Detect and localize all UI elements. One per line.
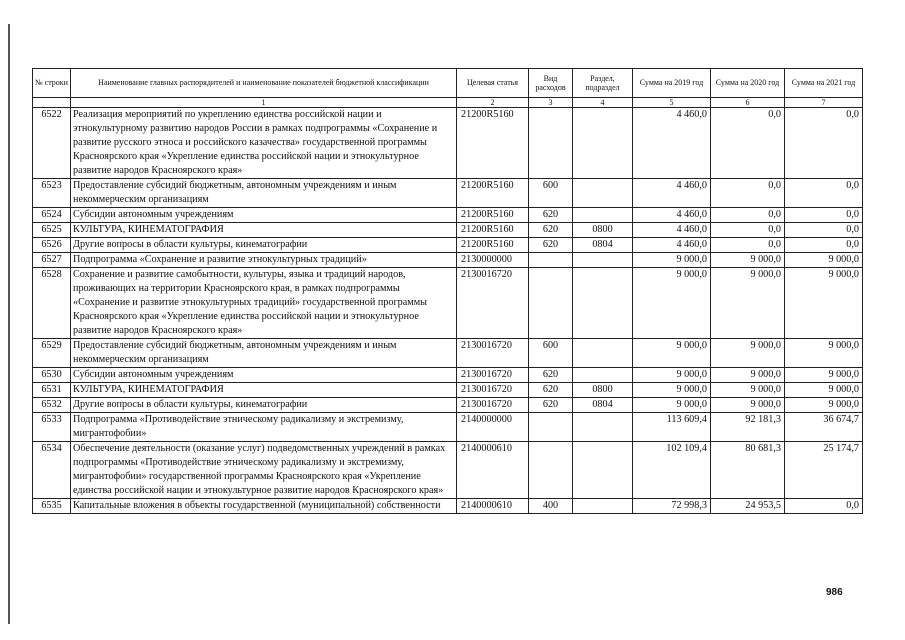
row-number-cell: 6524 [33, 208, 71, 223]
row-expense-type-cell [529, 108, 573, 179]
row-section-cell [573, 208, 633, 223]
row-sum-2019-cell: 4 460,0 [633, 179, 711, 208]
row-sum-2021-cell: 25 174,7 [785, 442, 863, 499]
binding-margin-line [8, 24, 10, 624]
column-index: 4 [573, 98, 633, 108]
header-expense-type: Вид расходов [529, 69, 573, 98]
row-expense-type-cell: 600 [529, 179, 573, 208]
row-name-cell: Предоставление субсидий бюджетным, автономным учреждениям и иным некоммерческим организациям [71, 179, 457, 208]
row-sum-2021-cell: 0,0 [785, 238, 863, 253]
row-number-cell: 6523 [33, 179, 71, 208]
row-target-code-cell: 21200R5160 [457, 179, 529, 208]
row-section-cell: 0804 [573, 238, 633, 253]
row-name-cell: Подпрограмма «Противодействие этническому радикализму и экстремизму, мигрантофобии» [71, 413, 457, 442]
row-section-cell: 0800 [573, 223, 633, 238]
header-name: Наименование главных распорядителей и наименование показателей бюджетной классификации [71, 69, 457, 98]
row-target-code-cell: 2140000610 [457, 442, 529, 499]
row-sum-2021-cell: 9 000,0 [785, 398, 863, 413]
row-name-cell: Другие вопросы в области культуры, кинематографии [71, 238, 457, 253]
budget-table [32, 68, 863, 514]
row-section-cell [573, 179, 633, 208]
table-body [33, 108, 863, 514]
row-target-code-cell: 2130016720 [457, 383, 529, 398]
row-sum-2020-cell: 9 000,0 [711, 383, 785, 398]
row-expense-type-cell [529, 413, 573, 442]
row-number-cell: 6531 [33, 383, 71, 398]
row-number-cell: 6533 [33, 413, 71, 442]
row-expense-type-cell [529, 268, 573, 339]
table-row [33, 499, 863, 514]
row-sum-2021-cell: 36 674,7 [785, 413, 863, 442]
header-sum-2019: Сумма на 2019 год [633, 69, 711, 98]
row-number-cell: 6534 [33, 442, 71, 499]
row-number-cell: 6528 [33, 268, 71, 339]
table-row [33, 368, 863, 383]
row-section-cell [573, 339, 633, 368]
row-target-code-cell: 21200R5160 [457, 108, 529, 179]
row-sum-2020-cell: 0,0 [711, 223, 785, 238]
row-target-code-cell: 2140000000 [457, 413, 529, 442]
table-row [33, 179, 863, 208]
row-sum-2019-cell: 4 460,0 [633, 208, 711, 223]
row-name-cell: Подпрограмма «Сохранение и развитие этнокультурных традиций» [71, 253, 457, 268]
header-target-code: Целевая статья [457, 69, 529, 98]
row-name-cell: КУЛЬТУРА, КИНЕМАТОГРАФИЯ [71, 383, 457, 398]
row-section-cell [573, 368, 633, 383]
row-number-cell: 6529 [33, 339, 71, 368]
table-row [33, 108, 863, 179]
row-name-cell: Субсидии автономным учреждениям [71, 368, 457, 383]
row-sum-2020-cell: 9 000,0 [711, 339, 785, 368]
row-sum-2020-cell: 0,0 [711, 108, 785, 179]
column-index: 2 [457, 98, 529, 108]
row-sum-2019-cell: 113 609,4 [633, 413, 711, 442]
table-row [33, 339, 863, 368]
table-row [33, 383, 863, 398]
row-expense-type-cell [529, 253, 573, 268]
row-sum-2019-cell: 9 000,0 [633, 253, 711, 268]
row-sum-2019-cell: 9 000,0 [633, 383, 711, 398]
row-sum-2020-cell: 9 000,0 [711, 268, 785, 339]
header-sum-2020: Сумма на 2020 год [711, 69, 785, 98]
row-sum-2019-cell: 9 000,0 [633, 368, 711, 383]
row-name-cell: Сохранение и развитие самобытности, культуры, языка и традиций народов, проживающих на территории Красноярского края, в рамках подпрограммы «Сохранение и развитие этнокультурных традиций» государственной программы Красноярского края «Укрепление единства российской нации и этнокультурное развитие народов Красноярского края» [71, 268, 457, 339]
row-expense-type-cell: 620 [529, 398, 573, 413]
row-target-code-cell: 2130016720 [457, 339, 529, 368]
row-number-cell: 6532 [33, 398, 71, 413]
row-name-cell: Реализация мероприятий по укреплению единства российской нации и этнокультурному развитию народов России в рамках подпрограммы «Сохранение и развитие русского этноса и российского казачества» государственной программы Красноярского края «Укрепление единства российской нации и этнокультурное развитие народов Красноярского края» [71, 108, 457, 179]
row-expense-type-cell: 620 [529, 368, 573, 383]
row-sum-2020-cell: 92 181,3 [711, 413, 785, 442]
row-sum-2019-cell: 4 460,0 [633, 223, 711, 238]
column-index-row [33, 98, 863, 108]
row-number-cell: 6530 [33, 368, 71, 383]
table-row [33, 442, 863, 499]
row-section-cell [573, 499, 633, 514]
row-sum-2020-cell: 9 000,0 [711, 398, 785, 413]
row-expense-type-cell [529, 442, 573, 499]
row-number-cell: 6527 [33, 253, 71, 268]
row-number-cell: 6525 [33, 223, 71, 238]
column-index: 1 [71, 98, 457, 108]
row-sum-2020-cell: 9 000,0 [711, 253, 785, 268]
row-sum-2019-cell: 9 000,0 [633, 339, 711, 368]
row-section-cell [573, 442, 633, 499]
header-section: Раздел, подраздел [573, 69, 633, 98]
header-sum-2021: Сумма на 2021 год [785, 69, 863, 98]
row-expense-type-cell: 620 [529, 383, 573, 398]
row-sum-2020-cell: 24 953,5 [711, 499, 785, 514]
table-row [33, 398, 863, 413]
row-sum-2020-cell: 0,0 [711, 179, 785, 208]
row-section-cell: 0800 [573, 383, 633, 398]
row-target-code-cell: 2140000610 [457, 499, 529, 514]
row-name-cell: Капитальные вложения в объекты государственной (муниципальной) собственности [71, 499, 457, 514]
row-number-cell: 6522 [33, 108, 71, 179]
row-sum-2019-cell: 4 460,0 [633, 238, 711, 253]
row-section-cell [573, 268, 633, 339]
row-sum-2020-cell: 0,0 [711, 208, 785, 223]
row-sum-2021-cell: 0,0 [785, 499, 863, 514]
budget-table-sheet [32, 68, 862, 514]
row-sum-2021-cell: 9 000,0 [785, 368, 863, 383]
header-row-number: № строки [33, 69, 71, 98]
row-sum-2021-cell: 0,0 [785, 223, 863, 238]
row-name-cell: Обеспечение деятельности (оказание услуг) подведомственных учреждений в рамках подпрограммы «Противодействие этническому радикализму и экстремизму, мигрантофобии» государственной программы Красноярского края «Укрепление единства российской нации и этнокультурное развитие народов Красноярского края» [71, 442, 457, 499]
row-sum-2019-cell: 9 000,0 [633, 268, 711, 339]
column-index: 5 [633, 98, 711, 108]
row-sum-2021-cell: 9 000,0 [785, 268, 863, 339]
row-target-code-cell: 2130016720 [457, 398, 529, 413]
row-sum-2019-cell: 72 998,3 [633, 499, 711, 514]
table-header-row [33, 69, 863, 98]
page-number: 986 [826, 587, 843, 598]
column-index: 3 [529, 98, 573, 108]
row-sum-2020-cell: 9 000,0 [711, 368, 785, 383]
table-row [33, 238, 863, 253]
row-name-cell: Предоставление субсидий бюджетным, автономным учреждениям и иным некоммерческим организациям [71, 339, 457, 368]
table-row [33, 253, 863, 268]
row-target-code-cell: 21200R5160 [457, 238, 529, 253]
row-sum-2021-cell: 9 000,0 [785, 253, 863, 268]
column-index: 7 [785, 98, 863, 108]
row-target-code-cell: 2130000000 [457, 253, 529, 268]
table-row [33, 268, 863, 339]
row-section-cell [573, 253, 633, 268]
row-target-code-cell: 2130016720 [457, 368, 529, 383]
row-sum-2020-cell: 0,0 [711, 238, 785, 253]
row-sum-2020-cell: 80 681,3 [711, 442, 785, 499]
row-section-cell: 0804 [573, 398, 633, 413]
row-section-cell [573, 413, 633, 442]
row-section-cell [573, 108, 633, 179]
row-sum-2021-cell: 0,0 [785, 108, 863, 179]
table-row [33, 223, 863, 238]
row-sum-2021-cell: 9 000,0 [785, 339, 863, 368]
row-expense-type-cell: 600 [529, 339, 573, 368]
row-sum-2019-cell: 9 000,0 [633, 398, 711, 413]
row-number-cell: 6526 [33, 238, 71, 253]
row-name-cell: Субсидии автономным учреждениям [71, 208, 457, 223]
row-expense-type-cell: 620 [529, 208, 573, 223]
row-sum-2021-cell: 0,0 [785, 179, 863, 208]
row-expense-type-cell: 400 [529, 499, 573, 514]
row-target-code-cell: 2130016720 [457, 268, 529, 339]
column-index: 6 [711, 98, 785, 108]
table-row [33, 413, 863, 442]
row-expense-type-cell: 620 [529, 223, 573, 238]
row-target-code-cell: 21200R5160 [457, 223, 529, 238]
row-expense-type-cell: 620 [529, 238, 573, 253]
column-index [33, 98, 71, 108]
row-name-cell: КУЛЬТУРА, КИНЕМАТОГРАФИЯ [71, 223, 457, 238]
row-target-code-cell: 21200R5160 [457, 208, 529, 223]
row-sum-2019-cell: 4 460,0 [633, 108, 711, 179]
row-number-cell: 6535 [33, 499, 71, 514]
row-sum-2021-cell: 0,0 [785, 208, 863, 223]
row-sum-2019-cell: 102 109,4 [633, 442, 711, 499]
row-sum-2021-cell: 9 000,0 [785, 383, 863, 398]
table-row [33, 208, 863, 223]
row-name-cell: Другие вопросы в области культуры, кинематографии [71, 398, 457, 413]
